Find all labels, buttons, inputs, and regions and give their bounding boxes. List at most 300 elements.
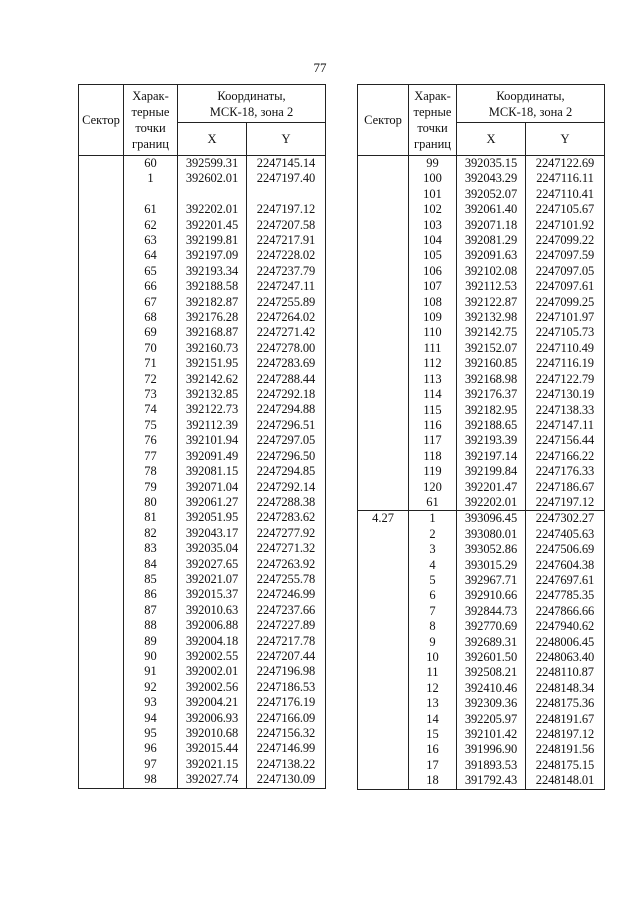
sector-cell xyxy=(79,171,124,186)
x-cell: 392061.27 xyxy=(178,495,247,510)
x-cell: 392035.04 xyxy=(178,541,247,556)
y-cell: 2247271.42 xyxy=(247,325,326,340)
point-cell: 6 xyxy=(409,588,457,603)
x-cell: 392199.81 xyxy=(178,233,247,248)
point-cell: 67 xyxy=(124,295,178,310)
y-cell: 2247176.19 xyxy=(247,695,326,710)
table-row xyxy=(79,711,326,726)
x-cell: 392035.15 xyxy=(457,156,526,172)
y-cell: 2247110.49 xyxy=(526,341,605,356)
points-header: Харак- терные точки границ xyxy=(409,85,457,156)
x-cell: 393080.01 xyxy=(457,527,526,542)
sector-cell xyxy=(358,341,409,356)
y-cell: 2247255.78 xyxy=(247,572,326,587)
sector-cell xyxy=(79,433,124,448)
point-cell: 71 xyxy=(124,356,178,371)
y-cell: 2247116.19 xyxy=(526,356,605,371)
sector-cell xyxy=(358,650,409,665)
y-cell: 2247228.02 xyxy=(247,248,326,263)
x-cell: 392043.17 xyxy=(178,526,247,541)
point-cell: 3 xyxy=(409,542,457,557)
sector-cell xyxy=(79,510,124,525)
point-cell: 118 xyxy=(409,449,457,464)
point-cell: 107 xyxy=(409,279,457,294)
y-cell xyxy=(247,187,326,202)
y-cell: 2247277.92 xyxy=(247,526,326,541)
point-cell: 4 xyxy=(409,558,457,573)
sector-cell xyxy=(79,618,124,633)
table-row xyxy=(79,356,326,371)
sector-cell xyxy=(358,202,409,217)
x-cell: 392151.95 xyxy=(178,356,247,371)
sector-cell xyxy=(358,604,409,619)
sector-cell xyxy=(79,156,124,172)
y-cell: 2247255.89 xyxy=(247,295,326,310)
point-cell: 105 xyxy=(409,248,457,263)
point-cell: 80 xyxy=(124,495,178,510)
x-cell: 391893.53 xyxy=(457,758,526,773)
x-cell: 392160.85 xyxy=(457,356,526,371)
x-cell: 392004.21 xyxy=(178,695,247,710)
sector-cell xyxy=(358,372,409,387)
y-cell: 2248063.40 xyxy=(526,650,605,665)
x-cell: 392168.87 xyxy=(178,325,247,340)
table-row xyxy=(358,773,605,789)
sector-cell xyxy=(358,635,409,650)
table-row xyxy=(79,248,326,263)
y-cell: 2247227.89 xyxy=(247,618,326,633)
x-cell: 392910.66 xyxy=(457,588,526,603)
coordinates-header: Координаты, МСК-18, зона 2 xyxy=(178,85,326,123)
x-cell: 392006.93 xyxy=(178,711,247,726)
x-cell: 392002.55 xyxy=(178,649,247,664)
y-cell: 2247296.51 xyxy=(247,418,326,433)
table-row xyxy=(358,558,605,573)
point-cell: 1 xyxy=(409,511,457,527)
y-cell: 2247292.18 xyxy=(247,387,326,402)
x-cell: 392199.84 xyxy=(457,464,526,479)
table-row xyxy=(358,650,605,665)
point-cell: 74 xyxy=(124,402,178,417)
point-cell: 106 xyxy=(409,264,457,279)
point-cell: 87 xyxy=(124,603,178,618)
y-cell: 2247147.11 xyxy=(526,418,605,433)
x-cell: 392006.88 xyxy=(178,618,247,633)
coordinates-table-right xyxy=(357,84,605,790)
table-row xyxy=(358,341,605,356)
sector-cell xyxy=(79,495,124,510)
point-cell: 120 xyxy=(409,480,457,495)
x-cell: 392602.01 xyxy=(178,171,247,186)
x-cell: 392101.94 xyxy=(178,433,247,448)
y-cell: 2247292.14 xyxy=(247,480,326,495)
y-cell: 2247130.19 xyxy=(526,387,605,402)
sector-cell xyxy=(358,156,409,172)
point-cell: 2 xyxy=(409,527,457,542)
sector-cell xyxy=(79,310,124,325)
y-cell: 2247146.99 xyxy=(247,741,326,756)
sector-cell xyxy=(79,772,124,788)
sector-cell xyxy=(79,680,124,695)
table-row xyxy=(358,665,605,680)
sector-cell xyxy=(358,310,409,325)
table-row xyxy=(79,171,326,186)
x-cell: 392015.37 xyxy=(178,587,247,602)
sector-cell xyxy=(79,649,124,664)
sector-cell xyxy=(79,187,124,202)
x-cell: 392027.65 xyxy=(178,557,247,572)
table-row xyxy=(79,649,326,664)
sector-cell xyxy=(358,758,409,773)
sector-cell xyxy=(358,171,409,186)
sector-cell xyxy=(358,295,409,310)
table-row xyxy=(358,387,605,402)
sector-header: Сектор xyxy=(358,85,409,156)
y-cell: 2248191.56 xyxy=(526,742,605,757)
x-cell: 392015.44 xyxy=(178,741,247,756)
y-cell: 2247264.02 xyxy=(247,310,326,325)
point-cell: 5 xyxy=(409,573,457,588)
sector-cell xyxy=(79,711,124,726)
sector-cell xyxy=(79,587,124,602)
x-cell: 392122.73 xyxy=(178,402,247,417)
table-row xyxy=(79,757,326,772)
sector-cell xyxy=(79,557,124,572)
y-cell: 2247283.62 xyxy=(247,510,326,525)
sector-cell xyxy=(358,449,409,464)
sector-cell xyxy=(358,619,409,634)
y-cell: 2247217.78 xyxy=(247,634,326,649)
point-cell: 91 xyxy=(124,664,178,679)
y-cell: 2247196.98 xyxy=(247,664,326,679)
coordinates-table-left xyxy=(78,84,326,789)
point-cell: 76 xyxy=(124,433,178,448)
x-cell: 392132.85 xyxy=(178,387,247,402)
point-cell: 112 xyxy=(409,356,457,371)
x-cell: 392201.47 xyxy=(457,480,526,495)
point-cell: 77 xyxy=(124,449,178,464)
x-cell: 392160.73 xyxy=(178,341,247,356)
table-row xyxy=(79,572,326,587)
x-cell: 392176.37 xyxy=(457,387,526,402)
table-row xyxy=(358,727,605,742)
y-cell: 2247186.53 xyxy=(247,680,326,695)
point-cell: 115 xyxy=(409,403,457,418)
x-cell: 392002.56 xyxy=(178,680,247,695)
sector-cell xyxy=(358,588,409,603)
y-cell: 2247785.35 xyxy=(526,588,605,603)
point-cell: 75 xyxy=(124,418,178,433)
table-row xyxy=(79,325,326,340)
point-cell: 94 xyxy=(124,711,178,726)
x-cell: 392027.74 xyxy=(178,772,247,788)
point-cell: 84 xyxy=(124,557,178,572)
sector-cell xyxy=(358,558,409,573)
x-header: X xyxy=(457,123,526,156)
table-row xyxy=(358,187,605,202)
sector-cell xyxy=(358,665,409,680)
y-cell: 2247604.38 xyxy=(526,558,605,573)
x-cell: 392091.63 xyxy=(457,248,526,263)
table-row xyxy=(358,604,605,619)
sector-cell xyxy=(79,726,124,741)
sector-cell xyxy=(79,202,124,217)
table-row xyxy=(358,295,605,310)
sector-cell xyxy=(79,757,124,772)
point-cell: 73 xyxy=(124,387,178,402)
sector-cell xyxy=(79,233,124,248)
x-cell: 392052.07 xyxy=(457,187,526,202)
y-cell: 2248148.01 xyxy=(526,773,605,789)
table-row xyxy=(358,696,605,711)
y-cell: 2247156.44 xyxy=(526,433,605,448)
y-cell: 2247302.27 xyxy=(526,511,605,527)
point-cell: 83 xyxy=(124,541,178,556)
x-cell: 393096.45 xyxy=(457,511,526,527)
point-cell: 97 xyxy=(124,757,178,772)
y-cell: 2247263.92 xyxy=(247,557,326,572)
table-row xyxy=(79,726,326,741)
point-cell: 99 xyxy=(409,156,457,172)
table-row xyxy=(358,511,605,527)
sector-cell xyxy=(79,372,124,387)
sector-cell xyxy=(358,433,409,448)
table-row xyxy=(358,758,605,773)
point-cell: 10 xyxy=(409,650,457,665)
x-cell: 392201.45 xyxy=(178,218,247,233)
table-row xyxy=(79,587,326,602)
table-row xyxy=(79,680,326,695)
point-cell: 119 xyxy=(409,464,457,479)
x-cell: 393052.86 xyxy=(457,542,526,557)
x-cell: 392601.50 xyxy=(457,650,526,665)
table-row xyxy=(79,264,326,279)
x-cell: 392091.49 xyxy=(178,449,247,464)
sector-cell xyxy=(79,741,124,756)
y-cell: 2247101.92 xyxy=(526,218,605,233)
table-row xyxy=(79,618,326,633)
table-row xyxy=(358,527,605,542)
point-cell: 89 xyxy=(124,634,178,649)
table-row xyxy=(79,464,326,479)
sector-cell xyxy=(358,773,409,789)
x-cell: 391792.43 xyxy=(457,773,526,789)
y-cell: 2247506.69 xyxy=(526,542,605,557)
y-cell: 2248006.45 xyxy=(526,635,605,650)
point-cell: 64 xyxy=(124,248,178,263)
x-header: X xyxy=(178,123,247,156)
sector-cell xyxy=(358,187,409,202)
sector-cell xyxy=(358,264,409,279)
y-cell: 2247197.12 xyxy=(526,495,605,511)
y-cell: 2247271.32 xyxy=(247,541,326,556)
sector-cell xyxy=(79,418,124,433)
y-cell: 2247246.99 xyxy=(247,587,326,602)
y-cell: 2247866.66 xyxy=(526,604,605,619)
y-cell: 2247138.33 xyxy=(526,403,605,418)
x-cell: 392102.08 xyxy=(457,264,526,279)
x-cell: 392122.87 xyxy=(457,295,526,310)
point-cell: 7 xyxy=(409,604,457,619)
point-cell: 66 xyxy=(124,279,178,294)
x-cell: 392101.42 xyxy=(457,727,526,742)
y-cell: 2248175.36 xyxy=(526,696,605,711)
point-cell: 116 xyxy=(409,418,457,433)
point-cell: 60 xyxy=(124,156,178,172)
sector-cell xyxy=(79,664,124,679)
y-cell: 2247288.44 xyxy=(247,372,326,387)
table-row xyxy=(358,433,605,448)
x-cell xyxy=(178,187,247,202)
point-cell: 78 xyxy=(124,464,178,479)
x-cell: 391996.90 xyxy=(457,742,526,757)
x-cell: 392188.65 xyxy=(457,418,526,433)
table-row xyxy=(358,279,605,294)
sector-cell: 4.27 xyxy=(358,511,409,527)
table-row xyxy=(79,526,326,541)
point-cell: 12 xyxy=(409,681,457,696)
x-cell: 392071.18 xyxy=(457,218,526,233)
y-cell: 2248197.12 xyxy=(526,727,605,742)
x-cell: 392002.01 xyxy=(178,664,247,679)
y-cell: 2248191.67 xyxy=(526,712,605,727)
table-row xyxy=(79,387,326,402)
point-cell: 88 xyxy=(124,618,178,633)
point-cell: 114 xyxy=(409,387,457,402)
table-row xyxy=(79,741,326,756)
y-cell: 2247145.14 xyxy=(247,156,326,172)
x-cell: 392112.53 xyxy=(457,279,526,294)
x-cell: 392188.58 xyxy=(178,279,247,294)
y-cell: 2247294.88 xyxy=(247,402,326,417)
point-cell: 8 xyxy=(409,619,457,634)
y-cell: 2247940.62 xyxy=(526,619,605,634)
y-cell: 2247097.59 xyxy=(526,248,605,263)
table-row xyxy=(79,418,326,433)
x-cell: 392142.75 xyxy=(457,325,526,340)
x-cell: 392193.39 xyxy=(457,433,526,448)
table-row xyxy=(358,418,605,433)
point-cell: 70 xyxy=(124,341,178,356)
sector-cell xyxy=(79,634,124,649)
point-cell: 108 xyxy=(409,295,457,310)
sector-cell xyxy=(358,387,409,402)
point-cell: 68 xyxy=(124,310,178,325)
sector-cell xyxy=(358,527,409,542)
y-cell: 2247186.67 xyxy=(526,480,605,495)
x-cell: 392081.29 xyxy=(457,233,526,248)
sector-cell xyxy=(358,248,409,263)
table-row xyxy=(358,681,605,696)
x-cell: 392599.31 xyxy=(178,156,247,172)
points-header: Харак- терные точки границ xyxy=(124,85,178,156)
table-row xyxy=(79,295,326,310)
point-cell: 111 xyxy=(409,341,457,356)
x-cell: 392021.15 xyxy=(178,757,247,772)
page-number: 77 xyxy=(313,60,327,75)
sector-header: Сектор xyxy=(79,85,124,156)
table-row xyxy=(358,372,605,387)
point-cell: 86 xyxy=(124,587,178,602)
sector-cell xyxy=(358,573,409,588)
y-cell: 2247097.61 xyxy=(526,279,605,294)
point-cell: 9 xyxy=(409,635,457,650)
point-cell: 90 xyxy=(124,649,178,664)
sector-cell xyxy=(358,279,409,294)
point-cell: 79 xyxy=(124,480,178,495)
y-cell: 2247156.32 xyxy=(247,726,326,741)
sector-cell xyxy=(79,325,124,340)
x-cell: 392182.95 xyxy=(457,403,526,418)
table-row xyxy=(358,403,605,418)
sector-cell xyxy=(358,218,409,233)
table-row xyxy=(358,712,605,727)
sector-cell xyxy=(79,449,124,464)
y-cell: 2247130.09 xyxy=(247,772,326,788)
y-cell: 2247099.22 xyxy=(526,233,605,248)
table-row xyxy=(79,372,326,387)
y-cell: 2247217.91 xyxy=(247,233,326,248)
x-cell: 392309.36 xyxy=(457,696,526,711)
table-row xyxy=(79,279,326,294)
x-cell: 392182.87 xyxy=(178,295,247,310)
x-cell: 392061.40 xyxy=(457,202,526,217)
y-cell: 2248175.15 xyxy=(526,758,605,773)
sector-cell xyxy=(358,542,409,557)
x-cell: 392176.28 xyxy=(178,310,247,325)
point-cell: 17 xyxy=(409,758,457,773)
x-cell: 392168.98 xyxy=(457,372,526,387)
sector-cell xyxy=(79,464,124,479)
point-cell: 63 xyxy=(124,233,178,248)
y-cell: 2248110.87 xyxy=(526,665,605,680)
table-row xyxy=(79,233,326,248)
point-cell: 65 xyxy=(124,264,178,279)
sector-cell xyxy=(79,248,124,263)
x-cell: 392021.07 xyxy=(178,572,247,587)
table-row xyxy=(358,464,605,479)
y-cell: 2247110.41 xyxy=(526,187,605,202)
y-cell: 2247207.58 xyxy=(247,218,326,233)
sector-cell xyxy=(358,681,409,696)
table-row xyxy=(358,495,605,511)
point-cell: 93 xyxy=(124,695,178,710)
x-cell: 392193.34 xyxy=(178,264,247,279)
x-cell: 392202.01 xyxy=(457,495,526,511)
y-header: Y xyxy=(526,123,605,156)
point-cell: 117 xyxy=(409,433,457,448)
x-cell: 392071.04 xyxy=(178,480,247,495)
table-row xyxy=(358,356,605,371)
x-cell: 392142.62 xyxy=(178,372,247,387)
point-cell: 102 xyxy=(409,202,457,217)
sector-cell xyxy=(79,264,124,279)
table-row xyxy=(79,664,326,679)
table-row xyxy=(79,156,326,172)
sector-cell xyxy=(79,356,124,371)
point-cell: 61 xyxy=(409,495,457,511)
sector-cell xyxy=(358,727,409,742)
y-cell: 2247166.22 xyxy=(526,449,605,464)
table-row xyxy=(79,341,326,356)
x-cell: 392508.21 xyxy=(457,665,526,680)
table-row xyxy=(358,635,605,650)
y-cell: 2247207.44 xyxy=(247,649,326,664)
sector-cell xyxy=(358,712,409,727)
sector-cell xyxy=(358,418,409,433)
point-cell: 14 xyxy=(409,712,457,727)
x-cell: 392081.15 xyxy=(178,464,247,479)
